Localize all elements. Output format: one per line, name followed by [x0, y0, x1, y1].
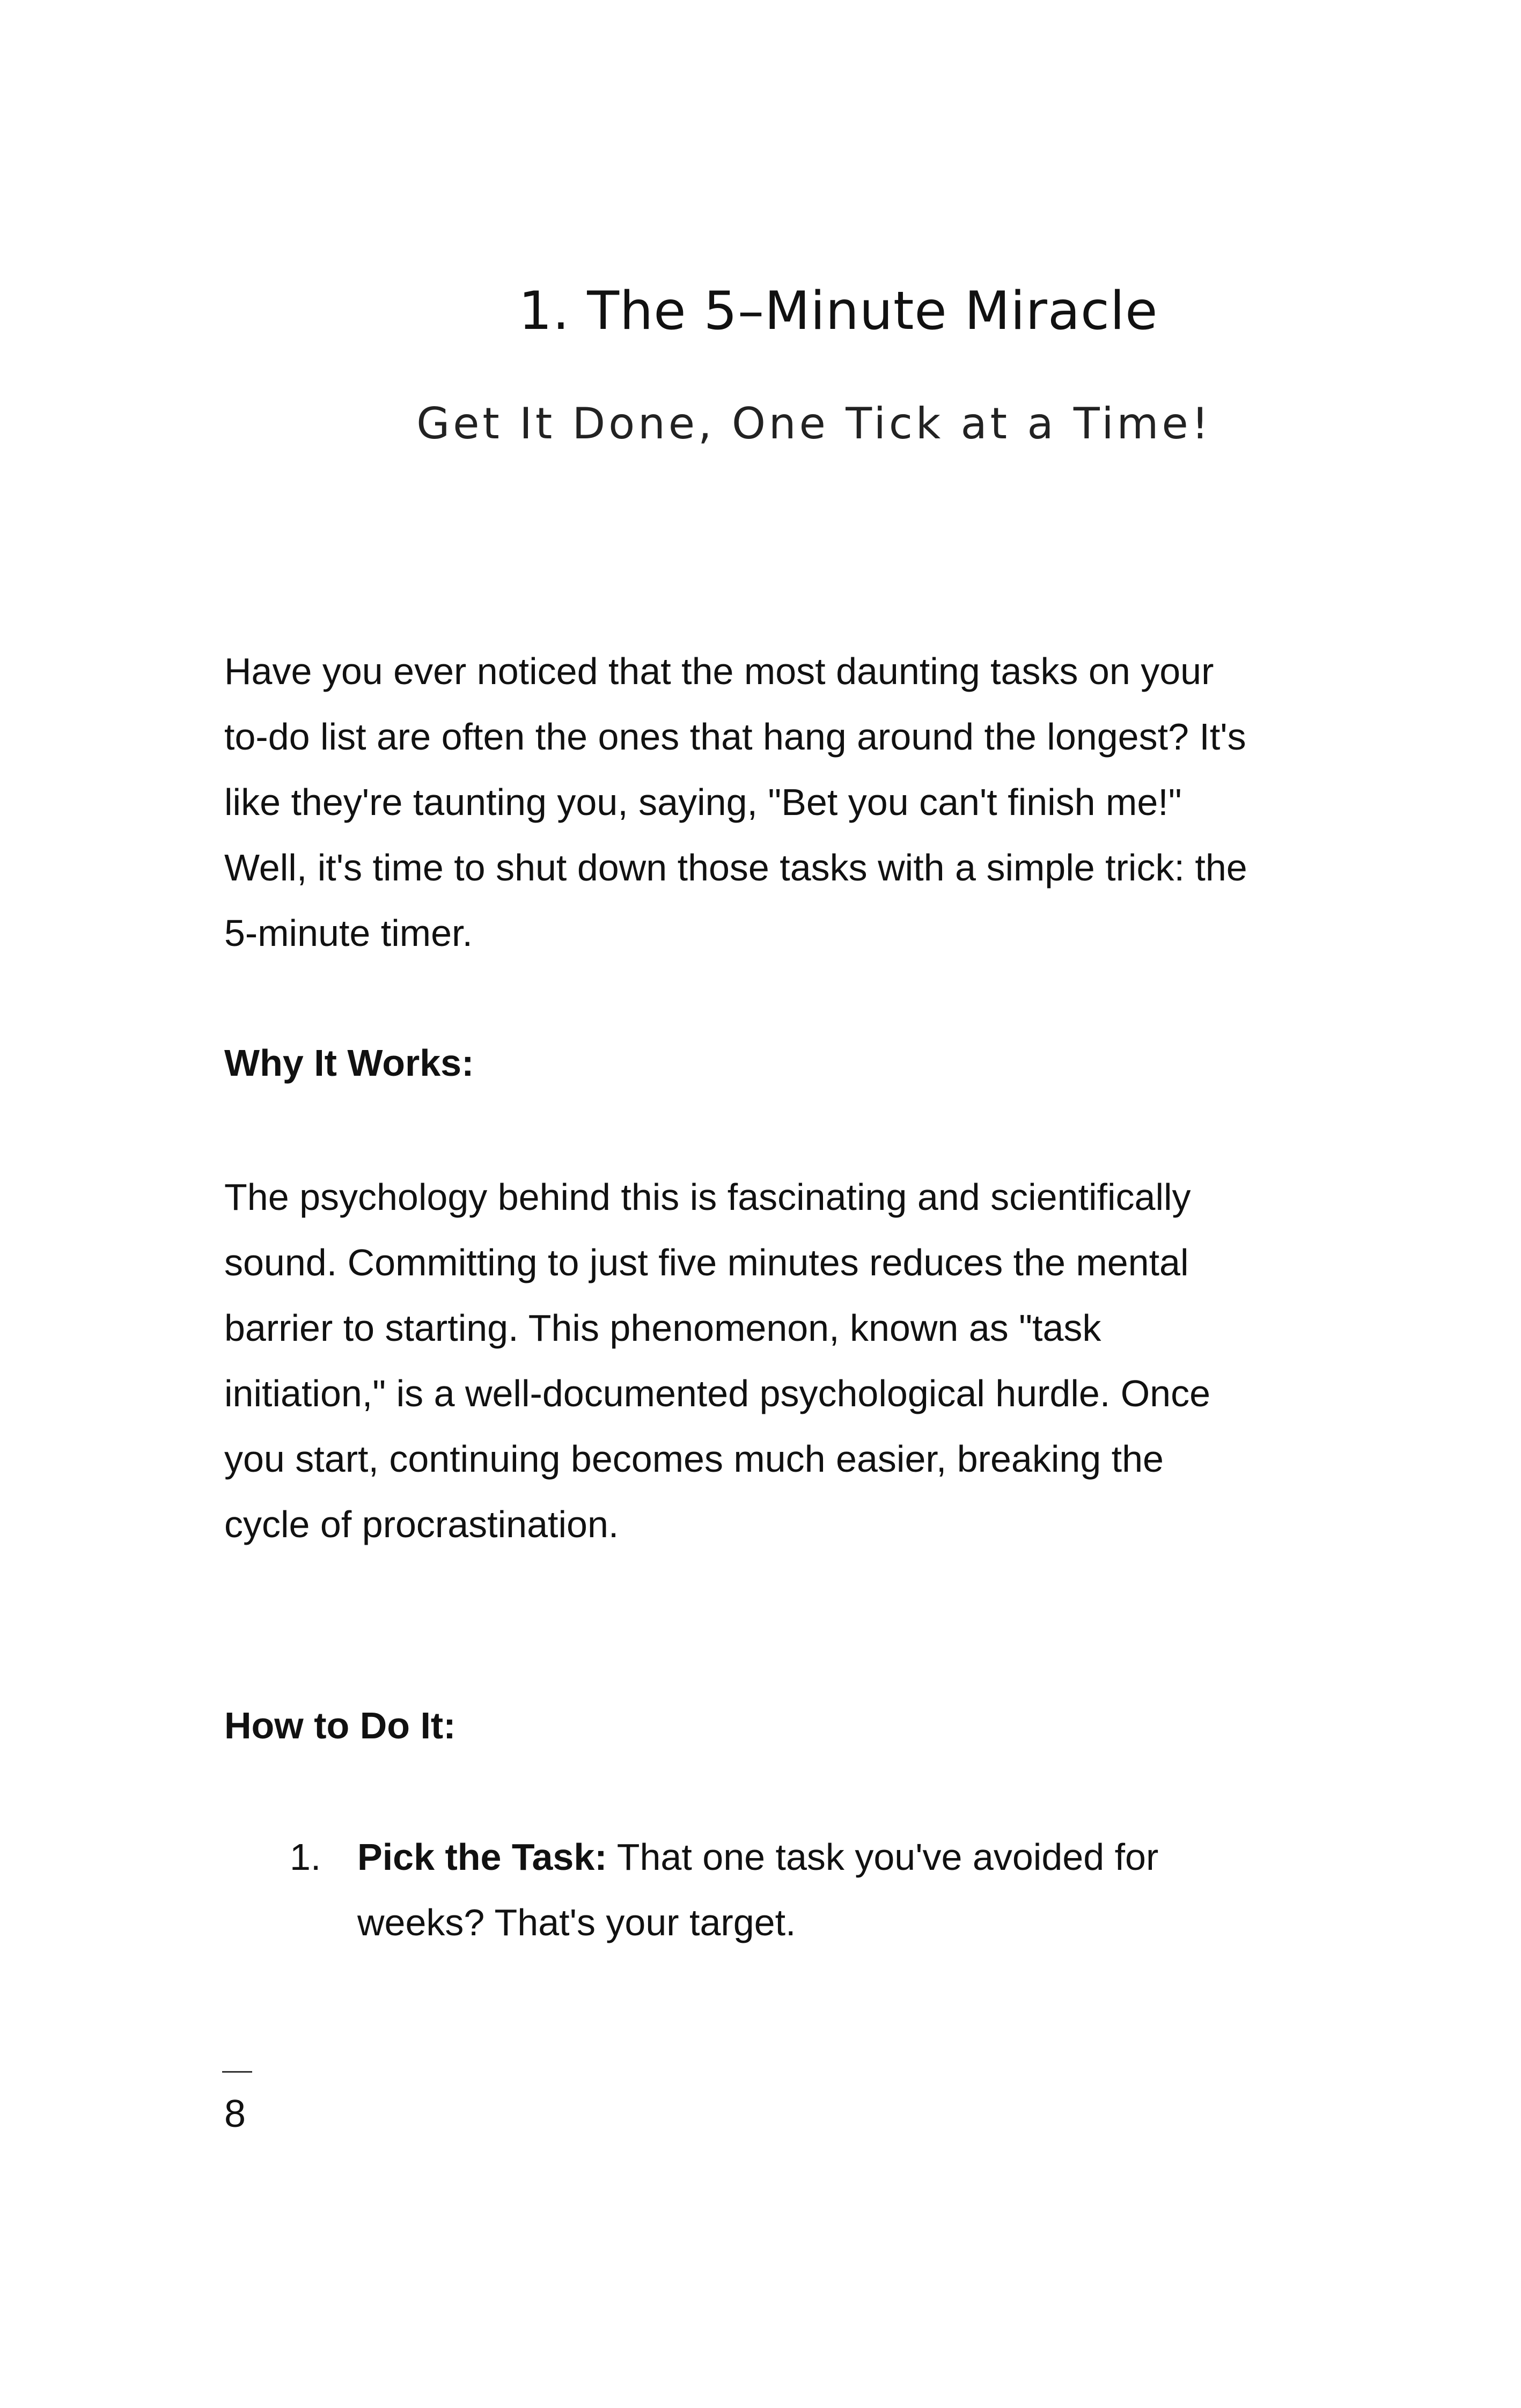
why-it-works-paragraph: The psychology behind this is fascinating and scientifically sound. Committing to just five minutes reduces the mental barrier to starting. This phenomenon, known as "task initiation," is a well-documented psychological hurdle. Once you start, continuing becomes much easier, breaking the cycle of procrastination. [224, 1176, 1211, 1545]
list-item-text: That one task you've avoided for weeks? That's your target. [357, 1836, 1159, 1943]
chapter-subtitle: Get It Done, One Tick at a Time! [416, 399, 1212, 449]
list-item-number: 1. [290, 1836, 321, 1878]
intro-paragraph: Have you ever noticed that the most daunting tasks on your to-do list are often the ones that hang around the longest? It's like they're taunting you, saying, "Bet you can't finish me!" Well, it's time to shut down those tasks with a simple trick: the 5-minute timer. [224, 650, 1247, 954]
footer-divider [222, 2071, 252, 2073]
list-item [290, 1824, 1255, 1955]
page-number: 8 [224, 2093, 246, 2135]
chapter-title: 1. The 5–Minute Miracle [518, 281, 1158, 342]
how-to-do-it-heading: How to Do It: [224, 1705, 456, 1746]
list-item-label: Pick the Task: [357, 1836, 607, 1878]
steps-list [290, 1824, 1255, 1955]
why-it-works-heading: Why It Works: [224, 1042, 474, 1084]
